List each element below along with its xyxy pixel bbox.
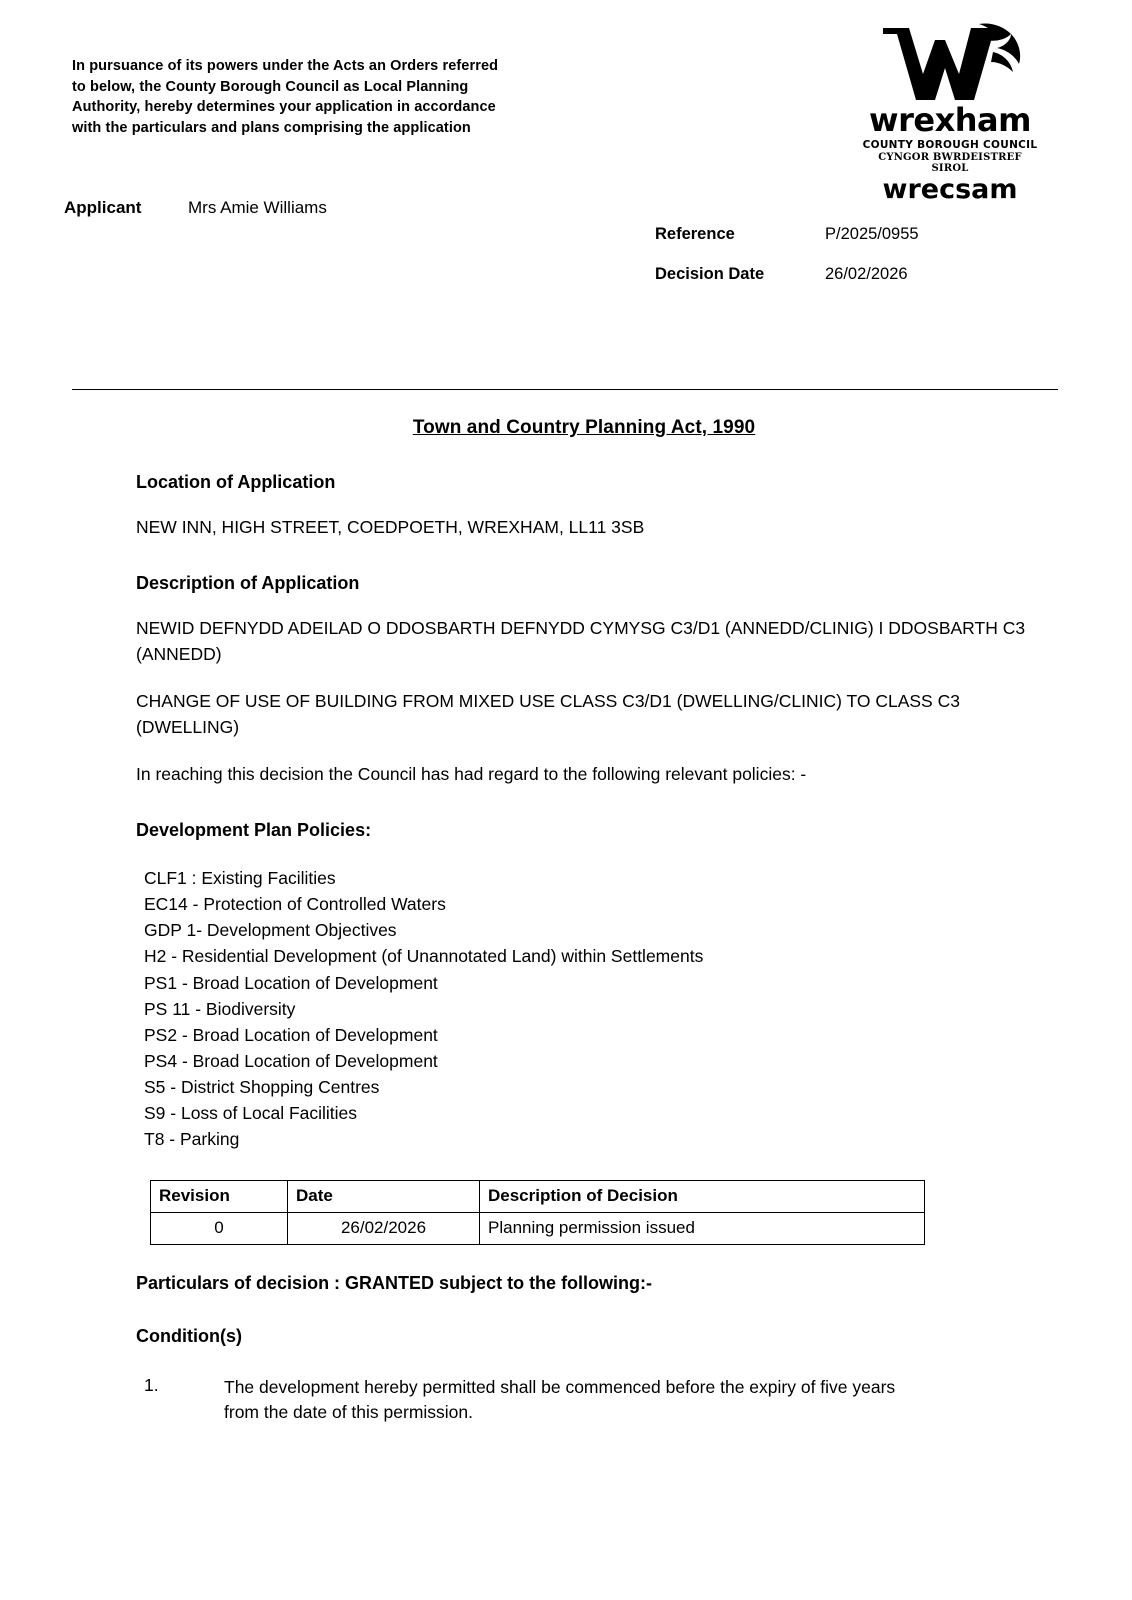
revision-table — [150, 1180, 925, 1245]
reference-row — [655, 225, 919, 244]
header-notice-text: In pursuance of its powers under the Acts an Orders referred to below, the County Borough Council as Local Planning Authority, hereby determines your application in accordance with the particulars and plans comprising the application — [72, 58, 499, 136]
decision-date-label: Decision Date — [655, 265, 765, 283]
condition-item — [136, 1375, 1036, 1426]
applicant-row — [64, 198, 327, 218]
council-logo — [860, 22, 1040, 204]
applicant-value: Mrs Amie Williams — [188, 198, 327, 217]
logo-subtitle-cy: CYNGOR BWRDEISTREF SIROL — [878, 152, 1022, 174]
column-header-description: Description of Decision — [480, 1180, 925, 1212]
column-header-revision: Revision — [151, 1180, 288, 1212]
description-english: CHANGE OF USE OF BUILDING FROM MIXED USE CLASS C3/D1 (DWELLING/CLINIC) TO CLASS C3 (DWELLING) — [136, 691, 960, 737]
act-title: Town and Country Planning Act, 1990 — [412, 417, 756, 438]
document-body — [136, 410, 1036, 1426]
wrexham-crest-icon — [875, 22, 1025, 108]
list-item: EC14 - Protection of Controlled Waters — [144, 894, 446, 915]
logo-subtitle-en: COUNTY BOROUGH COUNCIL — [862, 139, 1038, 151]
reference-block — [655, 225, 919, 305]
location-value: NEW INN, HIGH STREET, COEDPOETH, WREXHAM, LL11 3SB — [136, 517, 645, 537]
table-header-row — [151, 1180, 925, 1212]
reference-label: Reference — [655, 225, 735, 243]
list-item: H2 - Residential Development (of Unannotated Land) within Settlements — [144, 946, 704, 967]
list-item: S9 - Loss of Local Facilities — [144, 1102, 358, 1123]
particulars-of-decision: Particulars of decision : GRANTED subject to the following:- — [136, 1272, 653, 1293]
table-row — [151, 1212, 925, 1244]
list-item: GDP 1- Development Objectives — [144, 920, 397, 941]
horizontal-divider — [72, 389, 1058, 390]
reference-value: P/2025/0955 — [825, 225, 919, 243]
condition-number: 1. — [144, 1374, 159, 1395]
list-item: S5 - District Shopping Centres — [144, 1076, 380, 1097]
applicant-label: Applicant — [64, 198, 142, 217]
list-item: PS 11 - Biodiversity — [144, 998, 296, 1019]
header-notice-block — [72, 56, 502, 138]
decision-date-row — [655, 265, 919, 284]
list-item: PS2 - Broad Location of Development — [144, 1024, 438, 1045]
cell-date: 26/02/2026 — [288, 1212, 480, 1244]
conditions-heading: Condition(s) — [136, 1325, 242, 1346]
list-item: CLF1 : Existing Facilities — [144, 868, 336, 889]
policy-list — [144, 865, 1036, 1152]
cell-revision: 0 — [151, 1212, 288, 1244]
regard-note: In reaching this decision the Council has had regard to the following relevant policies: - — [136, 763, 807, 784]
condition-text: The development hereby permitted shall be commenced before the expiry of five years from the date of this permission. — [224, 1376, 896, 1423]
description-welsh: NEWID DEFNYDD ADEILAD O DDOSBARTH DEFNYDD CYMYSG C3/D1 (ANNEDD/CLINIG) I DDOSBARTH C3 (ANNEDD) — [136, 618, 1026, 664]
list-item: PS1 - Broad Location of Development — [144, 972, 438, 993]
policies-heading: Development Plan Policies: — [136, 820, 372, 841]
column-header-date: Date — [288, 1180, 480, 1212]
list-item: T8 - Parking — [144, 1128, 240, 1149]
decision-date-value: 26/02/2026 — [825, 265, 908, 283]
description-heading: Description of Application — [136, 573, 360, 594]
logo-wrecsam-text: wrecsam — [882, 174, 1018, 205]
location-heading: Location of Application — [136, 472, 336, 492]
list-item: PS4 - Broad Location of Development — [144, 1050, 438, 1071]
cell-description: Planning permission issued — [480, 1212, 925, 1244]
logo-wrexham-text: wrexham — [869, 101, 1031, 139]
